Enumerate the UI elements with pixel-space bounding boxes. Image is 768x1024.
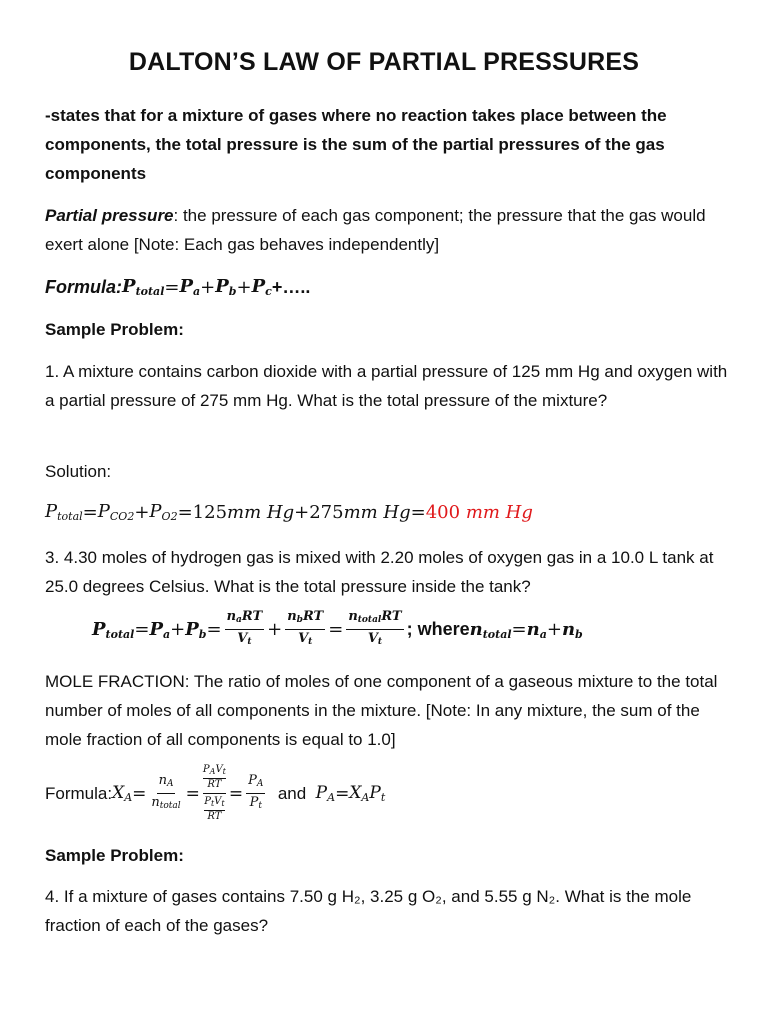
fraction-ntotal: $\frac{n_{total}RT}{V_t}$: [348, 609, 402, 647]
sample-problem-heading-2: Sample Problem:: [45, 846, 184, 865]
problem-4: 4. If a mixture of gases contains 7.50 g H₂, 3.25 g O₂, and 5.55 g N₂. What is the mole fraction of each of the gases?: [45, 887, 692, 935]
ideal-gas-partial-formula: $P_{total}$ = $P_a$ + $P_b$ = $\frac{n_aRT}{V_t}$ + $\frac{n_bRT}{V_t}$ = $\frac{n_{total}RT}{V_t}$ ; where $n_{total}$ = $n_a$ + $n_b$: [92, 609, 583, 650]
partial-pressure-definition: [45, 201, 735, 259]
mole-fraction-definition: MOLE FRACTION: The ratio of moles of one component of a gaseous mixture to the total number of moles of all components in the mixture. [Note: In any mixture, the sum of the mole fraction of all components is equal to 1.0]: [45, 672, 718, 749]
partial-pressure-text: : the pressure of each gas component; the pressure that the gas would exert alone [Note: Each gas behaves independently]: [45, 206, 706, 254]
formula-label: Formula:: [45, 276, 123, 297]
page-title: DALTON’S LAW OF PARTIAL PRESSURES: [128, 48, 640, 76]
nested-fraction: $P_AV_t$ RT $P_tV_t$ RT: [202, 764, 226, 822]
sample-problem-heading-1: Sample Problem:: [45, 320, 184, 339]
fraction-na: $\frac{n_aRT}{V_t}$: [226, 609, 263, 647]
solution-equation: $P_{total}$ = $P_{CO2}$ + $P_{O2}$ = 125 mm Hg + 275 mm Hg = 400 mm Hg: [45, 501, 533, 523]
problem-1: 1. A mixture contains carbon dioxide with a partial pressure of 125 mm Hg and oxygen with a partial pressure of 275 mm Hg. What is the total pressure of the mixture?: [45, 362, 728, 410]
total-pressure-formula: Formula: $P_{total}$ = $P_a$ + $P_b$ + $P_c$ +…..: [45, 276, 311, 298]
mole-fraction-formula: Formula: $X_A$ = $\frac{n_A}{n_{total}}$ = $P_AV_t$ RT $P_tV_t$ RT = $\frac{P_A}{P_t}$ and $P_A$ = $X_A$ $P_t$: [45, 764, 386, 822]
mole-fraction-formula-label: Formula:: [45, 783, 113, 803]
solution-label: Solution:: [45, 462, 112, 481]
fraction-nb: $\frac{n_bRT}{V_t}$: [287, 609, 324, 647]
solution-result: 400 mm Hg: [425, 501, 533, 523]
partial-pressure-term: Partial pressure: [45, 206, 174, 225]
law-definition: -states that for a mixture of gases where no reaction takes place between the components, the total pressure is the sum of the partial pressures of the gas components: [45, 106, 667, 183]
problem-3: 3. 4.30 moles of hydrogen gas is mixed with 2.20 moles of oxygen gas in a 10.0 L tank at 25.0 degrees Celsius. What is the total pressure inside the tank?: [45, 548, 714, 596]
